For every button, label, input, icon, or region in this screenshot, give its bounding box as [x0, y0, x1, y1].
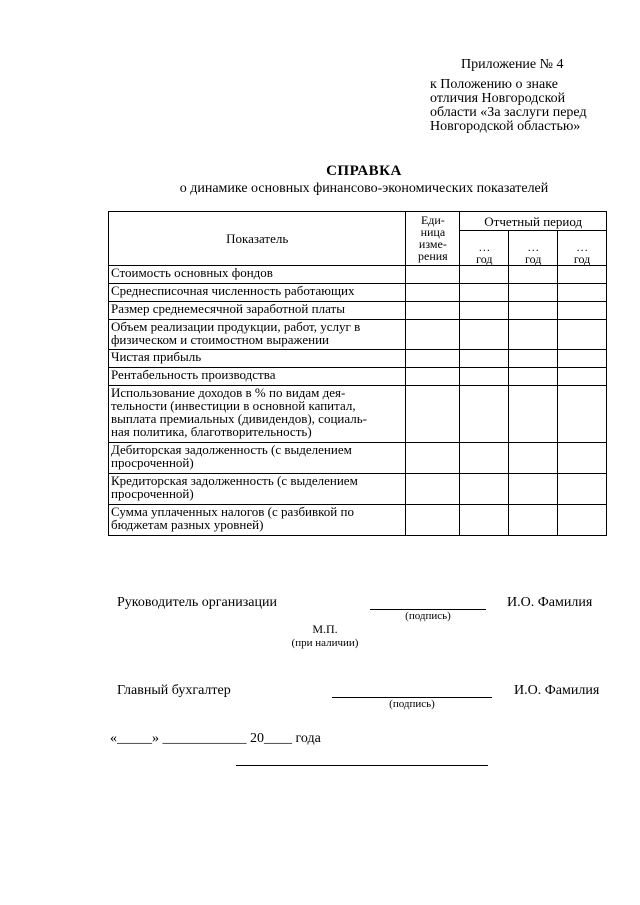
- year-value-cell[interactable]: [558, 368, 607, 386]
- year-value-cell[interactable]: [509, 284, 558, 302]
- header-unit-line: ница: [420, 225, 446, 239]
- indicator-cell: [109, 474, 406, 505]
- header-year-dots: …: [576, 240, 589, 254]
- indicator-text: просроченной): [111, 455, 194, 470]
- indicator-text: Размер среднемесячной заработной платы: [111, 301, 345, 316]
- indicator-text: Сумма уплаченных налогов (с разбивкой по: [111, 504, 354, 519]
- accountant-label: Главный бухгалтер: [117, 683, 231, 698]
- table-row: [109, 302, 607, 320]
- indicator-cell: [109, 505, 406, 536]
- head-label: Руководитель организации: [117, 595, 277, 610]
- header-unit-line: изме-: [418, 237, 447, 251]
- unit-cell[interactable]: [406, 320, 460, 350]
- year-value-cell[interactable]: [509, 443, 558, 474]
- year-value-cell[interactable]: [460, 368, 509, 386]
- document-subtitle: о динамике основных финансово-экономических показателей: [179, 181, 549, 196]
- table-row: [109, 505, 607, 536]
- table-row: [109, 350, 607, 368]
- head-name: И.О. Фамилия: [507, 595, 593, 610]
- indicator-cell: [109, 386, 406, 443]
- indicator-text: Использование доходов в % по видам дея-: [111, 385, 346, 400]
- table-row: [109, 320, 607, 350]
- year-value-cell[interactable]: [460, 350, 509, 368]
- indicator-text: Стоимость основных фондов: [111, 265, 273, 280]
- year-value-cell[interactable]: [460, 302, 509, 320]
- indicator-cell: [109, 368, 406, 386]
- table-row: [109, 368, 607, 386]
- header-unit-line: рения: [418, 249, 448, 263]
- year-value-cell[interactable]: [460, 443, 509, 474]
- unit-cell[interactable]: [406, 474, 460, 505]
- header-year-label: год: [525, 252, 542, 266]
- year-value-cell[interactable]: [558, 266, 607, 284]
- indicator-text: бюджетам разных уровней): [111, 517, 264, 532]
- header-unit-line: Еди-: [420, 213, 445, 227]
- header-year: [509, 231, 558, 266]
- year-value-cell[interactable]: [460, 505, 509, 536]
- indicator-cell: [109, 320, 406, 350]
- header-indicator: Показатель: [109, 212, 406, 266]
- table-row: [109, 474, 607, 505]
- indicator-cell: [109, 350, 406, 368]
- indicator-cell: [109, 266, 406, 284]
- appendix-line: области «За заслуги перед: [430, 105, 587, 120]
- year-value-cell[interactable]: [509, 302, 558, 320]
- year-value-cell[interactable]: [509, 386, 558, 443]
- stamp-note: (при наличии): [291, 637, 359, 649]
- year-value-cell[interactable]: [558, 302, 607, 320]
- header-year-dots: …: [527, 240, 540, 254]
- header-year-dots: …: [478, 240, 491, 254]
- unit-cell[interactable]: [406, 350, 460, 368]
- unit-cell[interactable]: [406, 368, 460, 386]
- year-value-cell[interactable]: [509, 266, 558, 284]
- year-value-cell[interactable]: [460, 284, 509, 302]
- header-year-label: год: [573, 252, 591, 266]
- year-value-cell[interactable]: [558, 505, 607, 536]
- year-value-cell[interactable]: [558, 350, 607, 368]
- indicator-text: Дебиторская задолженность (с выделением: [111, 442, 352, 457]
- indicator-cell: [109, 302, 406, 320]
- appendix-block: [430, 58, 587, 134]
- unit-cell[interactable]: [406, 443, 460, 474]
- header-year-label: год: [476, 252, 493, 266]
- year-value-cell[interactable]: [460, 474, 509, 505]
- table-header-row: [109, 212, 607, 231]
- year-value-cell[interactable]: [509, 368, 558, 386]
- indicator-text: Чистая прибыль: [111, 349, 202, 364]
- header-unit: [406, 212, 460, 266]
- accountant-name: И.О. Фамилия: [514, 683, 600, 698]
- indicator-text: физическом и стоимостном выражении: [111, 332, 329, 347]
- indicators-table: [108, 211, 607, 536]
- indicator-cell: [109, 443, 406, 474]
- table-row: [109, 386, 607, 443]
- header-year: [558, 231, 607, 266]
- indicator-text: Кредиторская задолженность (с выделением: [111, 473, 358, 488]
- indicator-text: Рентабельность производства: [111, 367, 276, 382]
- head-signature-caption: (подпись): [405, 610, 451, 622]
- appendix-line: отличия Новгородской: [430, 91, 566, 106]
- indicator-text: Объем реализации продукции, работ, услуг в: [111, 319, 361, 334]
- year-value-cell[interactable]: [509, 505, 558, 536]
- unit-cell[interactable]: [406, 284, 460, 302]
- indicator-text: выплата премиальных (дивидендов), социаль-: [111, 411, 367, 426]
- appendix-number: Приложение № 4: [461, 57, 564, 72]
- header-year: [460, 231, 509, 266]
- date-line: «_____» ____________ 20____ года: [110, 731, 321, 746]
- table-row: [109, 284, 607, 302]
- header-period: Отчетный период: [460, 212, 607, 231]
- year-value-cell[interactable]: [509, 474, 558, 505]
- document-title: СПРАВКА: [326, 163, 402, 179]
- accountant-signature-caption: (подпись): [389, 698, 435, 710]
- year-value-cell[interactable]: [558, 386, 607, 443]
- indicator-text: Среднесписочная численность работающих: [111, 283, 355, 298]
- year-value-cell[interactable]: [509, 350, 558, 368]
- indicator-cell: [109, 284, 406, 302]
- unit-cell[interactable]: [406, 302, 460, 320]
- year-value-cell[interactable]: [460, 386, 509, 443]
- unit-cell[interactable]: [406, 505, 460, 536]
- stamp-label: М.П.: [312, 622, 338, 636]
- year-value-cell[interactable]: [558, 474, 607, 505]
- year-value-cell[interactable]: [460, 320, 509, 350]
- table-body: [109, 266, 607, 536]
- unit-cell[interactable]: [406, 266, 460, 284]
- year-value-cell[interactable]: [558, 443, 607, 474]
- unit-cell[interactable]: [406, 386, 460, 443]
- year-value-cell[interactable]: [558, 284, 607, 302]
- indicator-text: тельности (инвестиции в основной капитал,: [111, 398, 356, 413]
- table-row: [109, 266, 607, 284]
- year-value-cell[interactable]: [558, 320, 607, 350]
- indicator-text: просроченной): [111, 486, 194, 501]
- indicator-text: ная политика, благотворительность): [111, 424, 312, 439]
- year-value-cell[interactable]: [509, 320, 558, 350]
- bottom-line: [236, 765, 488, 766]
- table-row: [109, 443, 607, 474]
- appendix-line: к Положению о знаке: [430, 77, 558, 92]
- year-value-cell[interactable]: [460, 266, 509, 284]
- appendix-line: Новгородской областью»: [430, 119, 581, 134]
